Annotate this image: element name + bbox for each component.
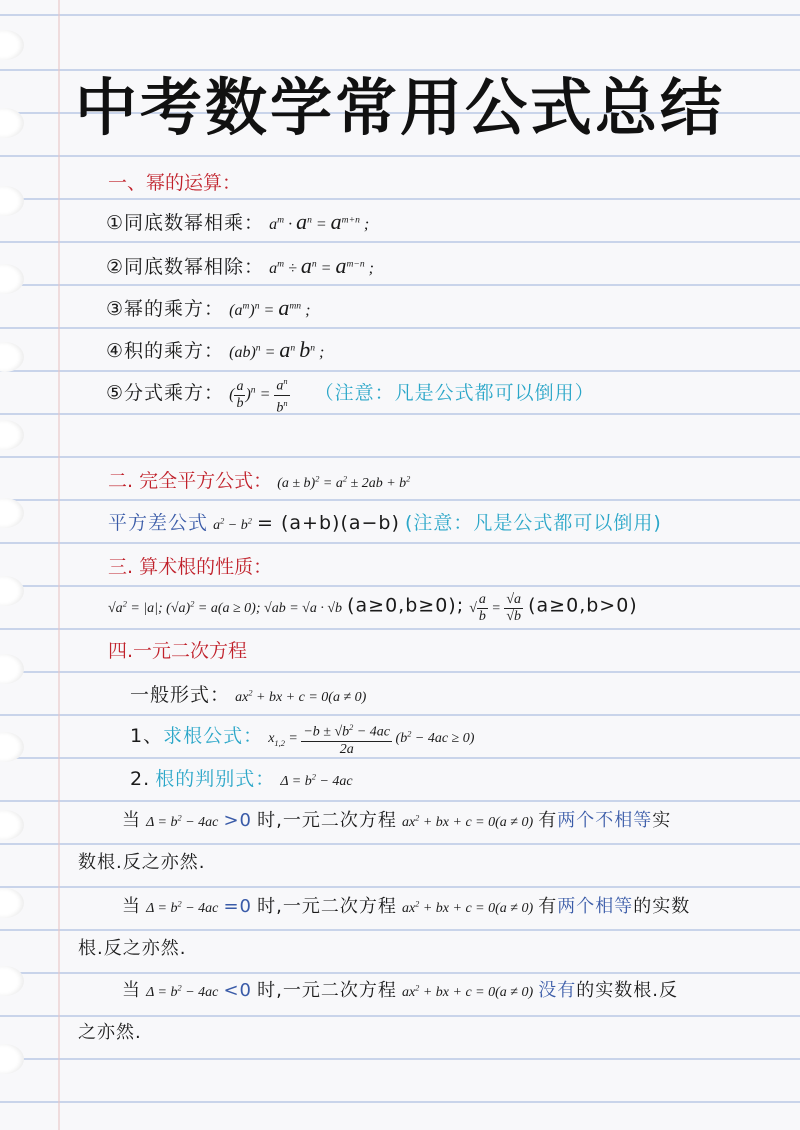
case-text: 的实数根.反 (576, 980, 678, 1001)
quadratic-formula-num: 1、 (130, 725, 164, 748)
reversible-note-2: (注意：凡是公式都可以倒用) (404, 512, 662, 534)
case-positive (122, 806, 671, 832)
margin-line (58, 0, 60, 1130)
power-rule-divide (106, 252, 374, 279)
case-text: 有 (538, 810, 558, 831)
diff-squares-rhs: = (a+b)(a−b) (257, 512, 400, 534)
formula: $a^m \cdot a^n = a^{m+n}$ ; (269, 209, 370, 234)
case-text: 时,一元二次方程 (257, 896, 397, 917)
section-3-heading: 三. 算术根的性质： (108, 556, 273, 578)
delta-expr: $\Delta = b^2 - 4ac$ (146, 813, 219, 830)
diff-squares-label: 平方差公式 (108, 512, 209, 534)
section-1-heading: 一、幂的运算： (108, 172, 242, 194)
quadratic-formula: $x_{1,2}$ = $\frac{-b \pm √b^2 - 4ac}{2a}$ $(b^2 - 4ac \ge 0)$ (268, 731, 474, 746)
formula: $a^m \div a^n = a^{m-n}$ ; (269, 253, 374, 278)
delta-expr: $\Delta = b^2 - 4ac$ (146, 983, 219, 1000)
page-title: 中考数学常用公式总结 (74, 71, 725, 144)
equation: $ax^2$ + bx + c = 0(a ≠ 0) (401, 813, 534, 830)
case-negative (122, 976, 678, 1002)
equation: $ax^2$ + bx + c = 0(a ≠ 0) (401, 983, 534, 1000)
diff-squares-lhs: $a^2 - b^2$ (213, 516, 252, 533)
difference-of-squares-line (108, 508, 662, 535)
equation: $ax^2$ + bx + c = 0(a ≠ 0) (401, 899, 534, 916)
reversible-note: （注意：凡是公式都可以倒用） (314, 381, 595, 404)
power-rule-multiply (106, 208, 369, 235)
compare-sign: =0 (223, 896, 253, 917)
formula: $(a^m)^n = a^{mn}$ ; (229, 295, 311, 320)
case-zero-cont: 根.反之亦然. (78, 938, 187, 959)
item-label: ③幂的乘方： (106, 298, 225, 320)
perfect-square-line (108, 466, 410, 493)
case-highlight: 两个相等 (557, 896, 634, 917)
item-label: ⑤分式乘方： (106, 381, 225, 404)
discriminant-formula: $\Delta = b^2 - 4ac$ (280, 772, 353, 789)
compare-sign: <0 (223, 980, 253, 1001)
case-text: 时,一元二次方程 (257, 810, 397, 831)
case-text: 实 (652, 810, 672, 831)
general-form-label: 一般形式： (130, 684, 231, 706)
discriminant-label: 根的判别式： (155, 768, 276, 790)
item-label: ④积的乘方： (106, 340, 225, 362)
perfect-square-formula: $(a \pm b)^2 = a^2 \pm 2ab + b^2$ (277, 474, 411, 491)
case-text: 的实数 (633, 896, 691, 917)
radical-formulas: $√a^2 = |a|$; $(√a)^2 = a(a \ge 0)$; √ab = √a · √b (108, 599, 343, 616)
discriminant-line (130, 764, 353, 791)
formula: ( $\frac{a}{b}$ )$^n$ = $\frac{a^n}{b^n}$ (229, 386, 289, 403)
case-text: 时,一元二次方程 (257, 980, 397, 1001)
power-of-fraction (106, 374, 595, 416)
case-positive-cont: 数根.反之亦然. (78, 852, 206, 873)
case-text: 当 (122, 810, 141, 831)
case-text: 当 (122, 980, 141, 1001)
case-text: 当 (122, 896, 141, 917)
item-label: ①同底数幂相乘： (106, 212, 265, 234)
item-label: ②同底数幂相除： (106, 256, 265, 278)
radical-quotient: √ $\frac{a}{b}$ = $\frac{√a}{√b}$ (469, 592, 522, 624)
case-highlight: 没有 (538, 980, 577, 1001)
quadratic-formula-line (130, 720, 474, 758)
section-4-heading: 四.一元二次方程 (108, 640, 248, 662)
case-zero (122, 892, 690, 918)
section-2-heading: 二. 完全平方公式： (108, 470, 273, 492)
radical-condition-2: (a≥0,b>0) (528, 594, 638, 617)
power-of-product (106, 336, 324, 363)
quadratic-formula-label: 求根公式： (163, 725, 264, 748)
case-highlight: 两个不相等 (557, 810, 653, 831)
case-negative-cont: 之亦然. (78, 1022, 142, 1043)
compare-sign: >0 (223, 810, 253, 831)
formula: $(ab)^n = a^n$ $b^n$ ; (229, 337, 325, 362)
discriminant-num: 2. (130, 768, 151, 790)
delta-expr: $\Delta = b^2 - 4ac$ (146, 899, 219, 916)
case-text: 有 (538, 896, 558, 917)
radical-properties (108, 592, 638, 625)
radical-condition-1: (a≥0,b≥0); (347, 594, 465, 617)
general-form-line (130, 680, 366, 707)
general-form-formula: $ax^2$ + bx + c = 0(a ≠ 0) (235, 688, 367, 705)
power-of-power (106, 294, 310, 321)
